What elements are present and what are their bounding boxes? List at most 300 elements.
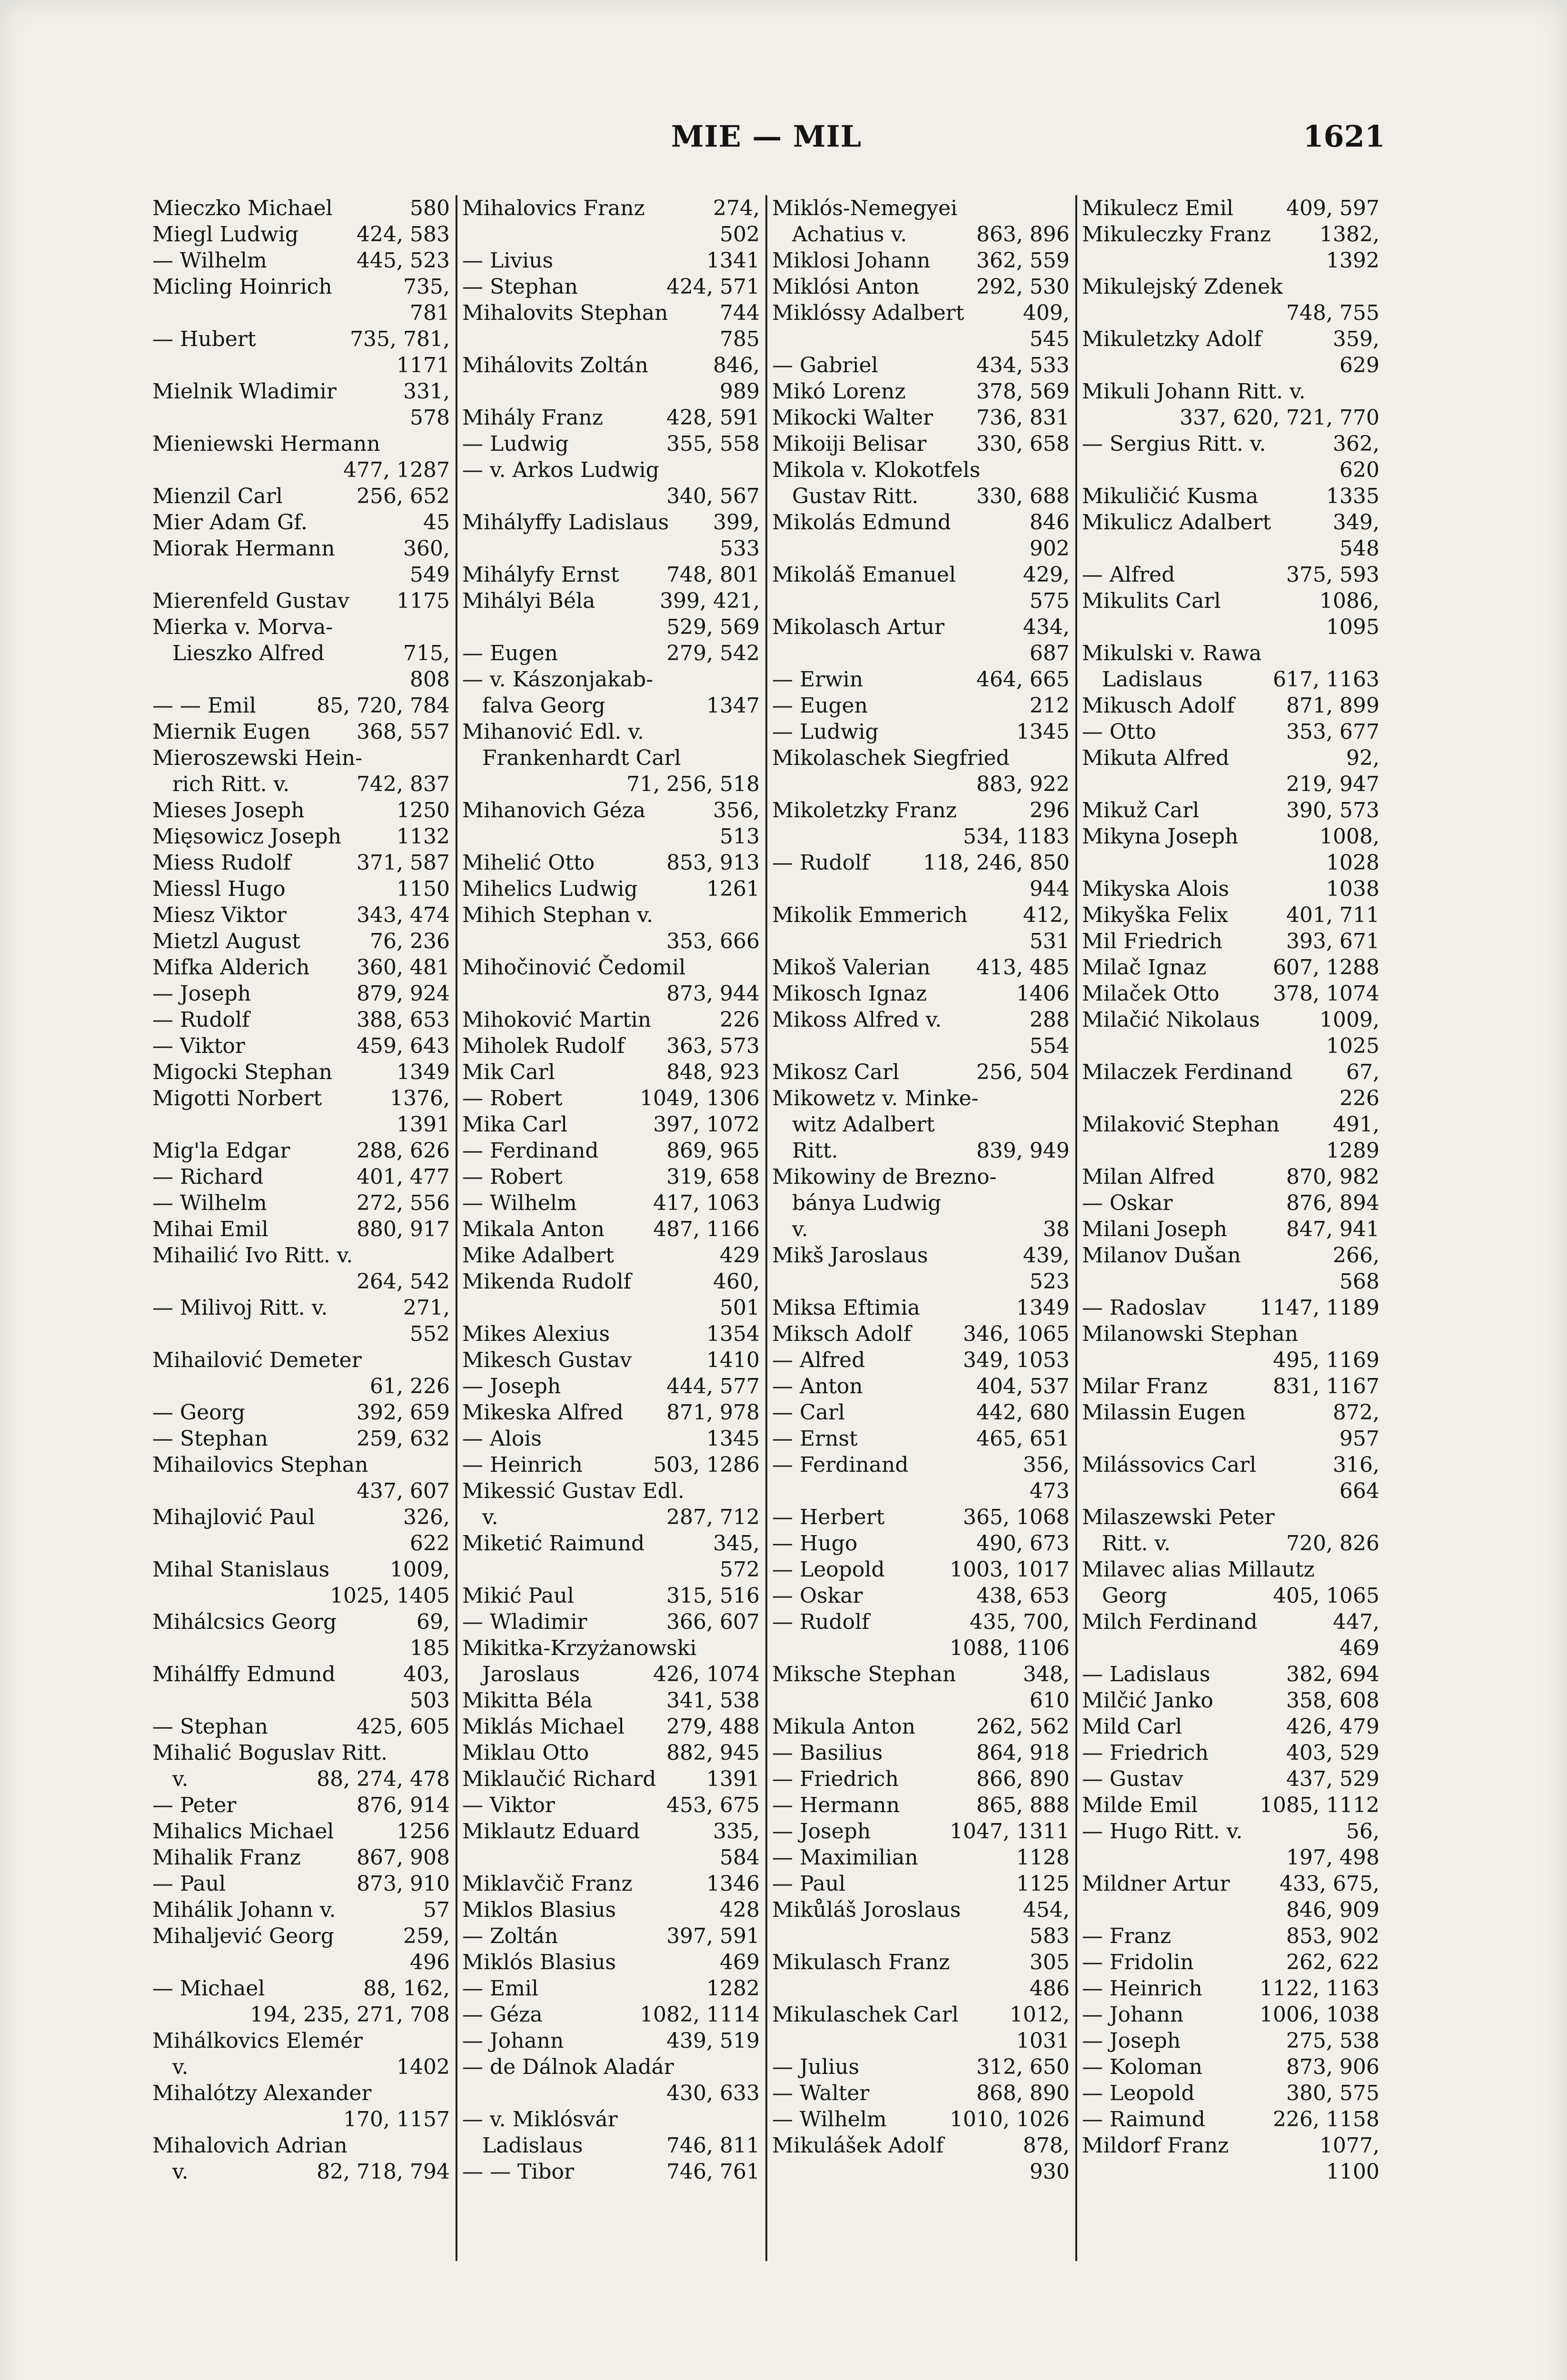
index-entry (152, 1766, 450, 1792)
entry-pages: 426, 479 (1286, 1715, 1379, 1739)
entry-pages: 1132 (397, 824, 450, 849)
index-entry (772, 1321, 1070, 1347)
index-entry (1082, 1530, 1379, 1557)
entry-pages: 1122, 1163 (1260, 1976, 1379, 2001)
index-entry (772, 1478, 1070, 1504)
index-entry (462, 1871, 760, 1897)
index-entry (772, 719, 1070, 745)
index-entry (152, 588, 450, 614)
index-entry (462, 719, 760, 745)
index-entry (1082, 1347, 1379, 1373)
index-entry (152, 1635, 450, 1661)
index-entry (772, 876, 1070, 902)
index-entry (1082, 1818, 1379, 1844)
entry-pages: 503, 1286 (653, 1453, 760, 1477)
entry-name: Miklos Blasius (462, 1898, 616, 1922)
index-entry (152, 719, 450, 745)
entry-pages: 57 (423, 1898, 450, 1922)
entry-pages: 337, 620, 721, 770 (1180, 406, 1379, 430)
entry-name: Mikulasch Franz (772, 1950, 950, 1974)
entry-name: Mikyska Alois (1082, 877, 1230, 901)
entry-pages: 876, 914 (357, 1793, 450, 1817)
entry-pages: 464, 665 (976, 667, 1070, 692)
entry-name: — Otto (1082, 720, 1156, 744)
entry-name: — Stephan (462, 275, 578, 299)
entry-pages: 533 (720, 536, 760, 561)
entry-pages: 341, 538 (666, 1688, 760, 1713)
entry-pages: 831, 1167 (1273, 1374, 1379, 1398)
entry-name: Milanov Dušan (1082, 1243, 1241, 1268)
index-entry (462, 1661, 760, 1687)
entry-name: Mikitka-Krzyżanowski (462, 1636, 697, 1660)
index-entry (772, 1818, 1070, 1844)
entry-pages: 262, 562 (976, 1715, 1070, 1739)
index-entry (462, 1530, 760, 1557)
entry-pages: 409, (1023, 301, 1070, 325)
entry-pages: 853, 902 (1286, 1924, 1379, 1948)
entry-name: Miklosi Johann (772, 248, 931, 273)
entry-pages: 1086, (1319, 589, 1379, 613)
entry-name: — Ludwig (462, 432, 569, 456)
entry-name: — Gustav (1082, 1767, 1183, 1791)
index-entry (772, 2106, 1070, 2132)
index-entry (1082, 1164, 1379, 1190)
entry-name: — Franz (1082, 1924, 1171, 1948)
entry-pages: 1391 (397, 1112, 450, 1137)
entry-name: — Joseph (152, 982, 251, 1006)
index-entry (1082, 1766, 1379, 1792)
entry-pages: 226, 1158 (1273, 2107, 1379, 2132)
entry-pages: 868, 890 (976, 2081, 1070, 2105)
entry-pages: 340, 567 (666, 484, 760, 508)
entry-name: Milassin Eugen (1082, 1400, 1246, 1425)
index-entry (462, 509, 760, 536)
entry-name: — Rudolf (152, 1008, 250, 1032)
index-entry (1082, 745, 1379, 771)
entry-pages: 67, (1346, 1060, 1379, 1084)
index-entry (152, 1138, 450, 1164)
entry-name: v. (772, 1217, 808, 1241)
entry-pages: 375, 593 (1286, 563, 1379, 587)
entry-name: Mikuli Johann Ritt. v. (1082, 379, 1306, 404)
entry-pages: 873, 944 (666, 982, 760, 1006)
entry-name: — Anton (772, 1374, 863, 1398)
index-entry (1082, 509, 1379, 536)
entry-name: — — Emil (152, 694, 256, 718)
entry-pages: 274, (713, 196, 760, 220)
entry-name: Mikosch Ignaz (772, 982, 927, 1006)
index-column-3 (765, 195, 1075, 2261)
entry-name: — Rudolf (772, 1610, 870, 1634)
entry-name: Mieczko Michael (152, 196, 333, 220)
entry-pages: 392, 659 (357, 1400, 450, 1425)
entry-pages: 545 (1030, 327, 1070, 351)
entry-pages: 425, 605 (357, 1715, 450, 1739)
entry-name: — Gabriel (772, 353, 878, 377)
index-entry (772, 850, 1070, 876)
index-entry (772, 248, 1070, 274)
index-entry (462, 1740, 760, 1766)
index-entry (152, 850, 450, 876)
index-entry (462, 614, 760, 640)
index-entry (1082, 1504, 1379, 1530)
entry-pages: 1147, 1189 (1260, 1296, 1379, 1320)
index-entry (462, 954, 760, 981)
index-entry (152, 1975, 450, 2002)
entry-name: Milaček Otto (1082, 982, 1220, 1006)
entry-name: Mikoss Alfred v. (772, 1008, 942, 1032)
index-entry (462, 1583, 760, 1609)
entry-name: Mikolasch Artur (772, 615, 944, 639)
entry-name: Mikolás Edmund (772, 510, 951, 535)
entry-name: — Koloman (1082, 2055, 1203, 2079)
entry-name: Miesz Viktor (152, 903, 287, 927)
entry-name: Mikessić Gustav Edl. (462, 1479, 684, 1503)
entry-pages: 846, 909 (1286, 1898, 1379, 1922)
entry-name: Mikulski v. Rawa (1082, 641, 1262, 665)
entry-pages: 735, (403, 275, 450, 299)
entry-name: Mihályffy Ladislaus (462, 510, 669, 535)
index-entry (152, 1399, 450, 1426)
index-entry (152, 1792, 450, 1818)
index-entry (1082, 1007, 1379, 1033)
index-entry (1082, 562, 1379, 588)
entry-name: — Walter (772, 2081, 870, 2105)
entry-pages: 71, 256, 518 (626, 772, 760, 796)
index-entry (772, 771, 1070, 797)
entry-name: Migocki Stephan (152, 1060, 333, 1084)
index-entry (152, 1740, 450, 1766)
index-entry (772, 2080, 1070, 2106)
entry-name: Milássovics Carl (1082, 1453, 1257, 1477)
index-entry (1082, 1190, 1379, 1216)
index-entry (462, 1949, 760, 1975)
entry-pages: 326, (403, 1505, 450, 1529)
index-entry (152, 1111, 450, 1138)
index-entry (462, 1478, 760, 1504)
entry-pages: 349, 1053 (963, 1348, 1070, 1372)
index-entry (462, 1766, 760, 1792)
index-entry (462, 666, 760, 693)
entry-pages: 61, 226 (370, 1374, 450, 1398)
index-entry (462, 1975, 760, 2002)
entry-pages: 1345 (1016, 720, 1070, 744)
index-entry (1082, 771, 1379, 797)
entry-pages: 872, (1333, 1400, 1379, 1425)
entry-name: Mikulejský Zdenek (1082, 275, 1283, 299)
index-entry (1082, 640, 1379, 666)
entry-pages: 629 (1339, 353, 1379, 377)
entry-name: — Wilhelm (152, 1191, 267, 1215)
index-entry (772, 1399, 1070, 1426)
index-entry (462, 457, 760, 483)
index-entry (152, 666, 450, 693)
entry-name: Mikić Paul (462, 1584, 574, 1608)
entry-pages: 437, 529 (1286, 1767, 1379, 1791)
entry-pages: 170, 1157 (343, 2107, 450, 2132)
page-number: 1621 (1303, 119, 1385, 154)
index-entry (1082, 378, 1379, 405)
entry-name: Mikeska Alfred (462, 1400, 624, 1425)
entry-pages: 1346 (706, 1872, 760, 1896)
entry-pages: 45 (423, 510, 450, 535)
entry-pages: 346, 1065 (963, 1322, 1070, 1346)
index-entry (462, 1111, 760, 1138)
index-entry (772, 221, 1070, 248)
entry-name: v. (152, 2055, 188, 2079)
entry-pages: 360, 481 (357, 955, 450, 980)
index-entry (462, 274, 760, 300)
entry-name: Mikala Anton (462, 1217, 605, 1241)
entry-name: Mildner Artur (1082, 1872, 1230, 1896)
entry-pages: 882, 945 (666, 1741, 760, 1765)
index-entry (1082, 2159, 1379, 2185)
index-entry (152, 1687, 450, 1714)
index-entry (152, 928, 450, 954)
entry-pages: 399, (713, 510, 760, 535)
entry-name: Milani Joseph (1082, 1217, 1228, 1241)
entry-name: Mifka Alderich (152, 955, 310, 980)
entry-name: Lieszko Alfred (152, 641, 325, 665)
index-entry (462, 562, 760, 588)
entry-name: Mikoletzky Franz (772, 798, 957, 823)
entry-name: Ritt. v. (1082, 1531, 1171, 1556)
index-entry (772, 405, 1070, 431)
index-entry (152, 562, 450, 588)
index-entry (1082, 1452, 1379, 1478)
entry-name: Ritt. (772, 1139, 838, 1163)
index-entry (772, 1871, 1070, 1897)
index-entry (152, 1897, 450, 1923)
entry-name: — Michael (152, 1976, 265, 2001)
index-entry (462, 928, 760, 954)
entry-name: Mika Carl (462, 1112, 568, 1137)
entry-pages: 393, 671 (1286, 929, 1379, 953)
index-entry (462, 797, 760, 823)
entry-name: Mikowetz v. Minke- (772, 1086, 979, 1111)
index-entry (772, 1687, 1070, 1714)
entry-pages: 343, 474 (357, 903, 450, 927)
entry-name: — Oskar (772, 1584, 863, 1608)
entry-pages: 1335 (1326, 484, 1379, 508)
index-entry (1082, 2132, 1379, 2159)
entry-pages: 434, (1023, 615, 1070, 639)
entry-pages: 397, 1072 (653, 1112, 760, 1137)
entry-name: — Joseph (462, 1374, 561, 1398)
entry-name: — Joseph (772, 1819, 871, 1844)
entry-name: Mihich Stephan v. (462, 903, 654, 927)
entry-pages: 848, 923 (666, 1060, 760, 1084)
entry-pages: 490, 673 (976, 1531, 1070, 1556)
index-entry (462, 431, 760, 457)
entry-pages: 275, 538 (1286, 2029, 1379, 2053)
index-entry (1082, 928, 1379, 954)
entry-name: Mihailovics Stephan (152, 1453, 368, 1477)
entry-name: — Heinrich (1082, 1976, 1202, 2001)
index-entry (152, 797, 450, 823)
index-entry (772, 1164, 1070, 1190)
entry-name: Milaković Stephan (1082, 1112, 1280, 1137)
index-entry (772, 1138, 1070, 1164)
entry-pages: 219, 947 (1286, 772, 1379, 796)
entry-name: Mihelić Otto (462, 851, 595, 875)
entry-pages: 1410 (706, 1348, 760, 1372)
entry-pages: 287, 712 (666, 1505, 760, 1529)
index-entry (1082, 1923, 1379, 1949)
entry-name: Mikůláš Joroslaus (772, 1898, 961, 1922)
entry-pages: 409, 597 (1286, 196, 1379, 220)
index-entry (152, 274, 450, 300)
entry-name: — Leopold (1082, 2081, 1195, 2105)
entry-pages: 439, 519 (666, 2029, 760, 2053)
index-entry (152, 457, 450, 483)
entry-pages: 447, (1333, 1610, 1379, 1634)
index-entry (1082, 1111, 1379, 1138)
entry-pages: 902 (1030, 536, 1070, 561)
index-entry (772, 1426, 1070, 1452)
index-entry (152, 1714, 450, 1740)
entry-pages: 736, 831 (976, 406, 1070, 430)
entry-name: Miorak Hermann (152, 536, 335, 561)
index-entry (772, 378, 1070, 405)
entry-name: — Fridolin (1082, 1950, 1194, 1974)
entry-pages: 1289 (1326, 1139, 1379, 1163)
entry-name: Mig'la Edgar (152, 1139, 290, 1163)
entry-pages: 345, (713, 1531, 760, 1556)
entry-pages: 424, 583 (357, 222, 450, 247)
entry-name: Mienzil Carl (152, 484, 283, 508)
entry-pages: 1250 (397, 798, 450, 823)
index-entry (1082, 719, 1379, 745)
index-entry (152, 195, 450, 221)
index-entry (772, 1269, 1070, 1295)
entry-name: — Erwin (772, 667, 863, 692)
entry-pages: 1261 (706, 877, 760, 901)
entry-pages: 331, (403, 379, 450, 404)
index-entry (462, 823, 760, 850)
entry-pages: 1406 (1016, 982, 1070, 1006)
index-entry (152, 902, 450, 928)
index-entry (462, 2132, 760, 2159)
entry-pages: 501 (720, 1296, 760, 1320)
index-entry (462, 1216, 760, 1242)
entry-pages: 839, 949 (976, 1139, 1070, 1163)
entry-pages: 575 (1030, 589, 1070, 613)
entry-pages: 552 (410, 1322, 450, 1346)
entry-name: — Livius (462, 248, 554, 273)
index-entry (772, 1059, 1070, 1085)
entry-pages: 359, (1333, 327, 1379, 351)
entry-pages: 554 (1030, 1034, 1070, 1058)
entry-pages: 38 (1043, 1217, 1070, 1241)
entry-pages: 523 (1030, 1269, 1070, 1294)
entry-pages: 442, 680 (976, 1400, 1070, 1425)
index-entry (1082, 1478, 1379, 1504)
entry-pages: 1402 (397, 2055, 450, 2079)
entry-pages: 259, 632 (357, 1427, 450, 1451)
entry-name: Mikoš Valerian (772, 955, 931, 980)
index-column-2 (456, 195, 765, 2261)
entry-name: Mikulits Carl (1082, 589, 1221, 613)
index-entry (1082, 1792, 1379, 1818)
entry-name: Mihal Stanislaus (152, 1557, 330, 1582)
entry-name: — Carl (772, 1400, 845, 1425)
entry-pages: 607, 1288 (1273, 955, 1379, 980)
entry-pages: 353, 666 (666, 929, 760, 953)
entry-pages: 1382, (1319, 222, 1379, 247)
entry-pages: 262, 622 (1286, 1950, 1379, 1974)
entry-pages: 1088, 1106 (950, 1636, 1070, 1660)
entry-pages: 226 (720, 1008, 760, 1032)
entry-name: — Johann (1082, 2003, 1184, 2027)
index-entry (462, 1557, 760, 1583)
entry-pages: 76, 236 (370, 929, 450, 953)
entry-name: — Maximilian (772, 1845, 918, 1870)
entry-pages: 296 (1030, 798, 1070, 823)
index-entry (462, 2054, 760, 2080)
index-entry (772, 1452, 1070, 1478)
entry-pages: 469 (1339, 1636, 1379, 1660)
entry-name: Ladislaus (1082, 667, 1203, 692)
entry-name: — Eugen (772, 694, 868, 718)
index-entry (462, 1714, 760, 1740)
entry-name: Mikolaschek Siegfried (772, 746, 1010, 770)
index-entry (1082, 850, 1379, 876)
index-entry (462, 405, 760, 431)
entry-pages: 496 (410, 1950, 450, 1974)
entry-pages: 272, 556 (357, 1191, 450, 1215)
entry-pages: 1392 (1326, 248, 1379, 273)
entry-name: Mikes Alexius (462, 1322, 610, 1346)
entry-name: Micling Hoinrich (152, 275, 332, 299)
entry-name: — Alois (462, 1427, 542, 1451)
entry-pages: 403, 529 (1286, 1741, 1379, 1765)
entry-pages: 185 (410, 1636, 450, 1660)
entry-name: — Paul (772, 1872, 846, 1896)
entry-pages: 226 (1339, 1086, 1379, 1111)
index-entry (152, 954, 450, 981)
index-entry (462, 1295, 760, 1321)
index-entry (1082, 195, 1379, 221)
entry-name: Mihajlović Paul (152, 1505, 315, 1529)
entry-name: falva Georg (462, 694, 605, 718)
entry-name: Ladislaus (462, 2133, 583, 2158)
entry-name: Miklóssy Adalbert (772, 301, 964, 325)
entry-name: Mikowiny de Brezno- (772, 1165, 997, 1189)
entry-pages: 469 (720, 1950, 760, 1974)
entry-pages: 348, (1023, 1662, 1070, 1686)
entry-pages: 259, (403, 1924, 450, 1948)
entry-pages: 279, 488 (666, 1715, 760, 1739)
entry-name: — de Dálnok Aladár (462, 2055, 674, 2079)
entry-pages: 531 (1030, 929, 1070, 953)
index-entry (1082, 457, 1379, 483)
entry-pages: 1282 (706, 1976, 760, 2001)
entry-name: Mikuž Carl (1082, 798, 1200, 823)
index-entry (772, 300, 1070, 326)
entry-name: Mihoković Martin (462, 1008, 652, 1032)
index-entry (462, 195, 760, 221)
entry-name: Georg (1082, 1584, 1167, 1608)
entry-pages: 534, 1183 (963, 824, 1070, 849)
index-entry (462, 2080, 760, 2106)
index-entry (772, 1661, 1070, 1687)
entry-pages: 92, (1346, 746, 1379, 770)
entry-name: — — Tibor (462, 2160, 575, 2184)
index-entry (462, 2159, 760, 2185)
index-entry (152, 981, 450, 1007)
index-entry (462, 588, 760, 614)
